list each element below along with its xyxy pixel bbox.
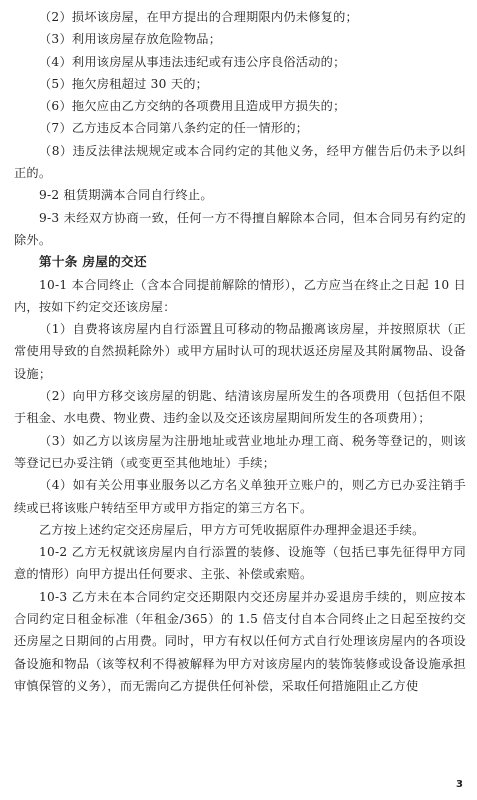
- clause-9-1-item-4: （4）利用该房屋从事违法违纪或有违公序良俗活动的；: [39, 54, 346, 69]
- deposit-refund-paragraph: 乙方按上述约定交还房屋后，甲方方可凭收据原件办理押金退还手续。: [39, 522, 425, 537]
- clause-10-1-item-2: （2）向甲方移交该房屋的钥匙、结清该房屋所发生的各项费用（包括但不限于租金、水电费、物业费、违约金以及交还该房屋期间所发生的各项费用）；: [14, 389, 466, 426]
- clause-10-1: 10-1 本合同终止（含本合同提前解除的情形），乙方应当在终止之日起 10 日内，按如下约定交还该房屋：: [14, 277, 466, 314]
- clause-10-3: 10-3 乙方未在本合同约定交还期限内交还房屋并办妥退房手续的，则应按本合同约定日租金标准（年租金/365）的 1.5 倍支付自本合同终止之日起至按约交还房屋之日期间的占用费。同时，甲方有权以任何方式自行处理该房屋内的各项设备设施和物品（该等权利不得被解释为甲方对该房屋内的装饰装修或设备设施承担审慎保管的义务），而无需向乙方提供任何补偿，采取任何措施阻止乙方使: [14, 589, 466, 693]
- page-number: 3: [456, 779, 463, 790]
- article-10-heading: 第十条 房屋的交还: [39, 254, 147, 270]
- document-body: [14, 6, 466, 697]
- clause-9-1-item-5: （5）拖欠房租超过 30 天的；: [39, 76, 209, 91]
- clause-9-1-item-7: （7）乙方违反本合同第八条约定的任一情形的；: [39, 121, 309, 136]
- clause-9-1-item-3: （3）利用该房屋存放危险物品；: [39, 32, 222, 47]
- clause-9-1-item-8: （8）违反法律法规规定或本合同约定的其他义务，经甲方催告后仍未予以纠正的。: [14, 143, 466, 181]
- clause-10-1-item-3: （3）如乙方以该房屋为注册地址或营业地址办理工商、税务等登记的，则该等登记已办妥注销（或变更至其他地址）手续；: [14, 433, 466, 470]
- clause-10-1-item-1: （1）自费将该房屋内自行添置且可移动的物品搬离该房屋，并按照原状（正常使用导致的自然损耗除外）或甲方届时认可的现状返还房屋及其附属物品、设备设施；: [14, 322, 466, 381]
- clause-9-1-item-2: （2）损坏该房屋，在甲方提出的合理期限内仍未修复的；: [39, 10, 358, 24]
- clause-9-1-item-6: （6）拖欠应由乙方交纳的各项费用且造成甲方损失的；: [39, 99, 346, 114]
- clause-9-3: 9-3 未经双方协商一致，任何一方不得擅自解除本合同，但本合同另有约定的除外。: [14, 210, 466, 247]
- clause-10-1-item-4: （4）如有关公用事业服务以乙方名义单独开立账户的，则乙方已办妥注销手续或已将该账户转结至甲方或甲方指定的第三方名下。: [14, 478, 466, 515]
- clause-9-2: 9-2 租赁期满本合同自行终止。: [39, 188, 213, 203]
- clause-10-2: 10-2 乙方无权就该房屋内自行添置的装修、设施等（包括已事先征得甲方同意的情形）向甲方提出任何要求、主张、补偿或索赔。: [14, 545, 466, 582]
